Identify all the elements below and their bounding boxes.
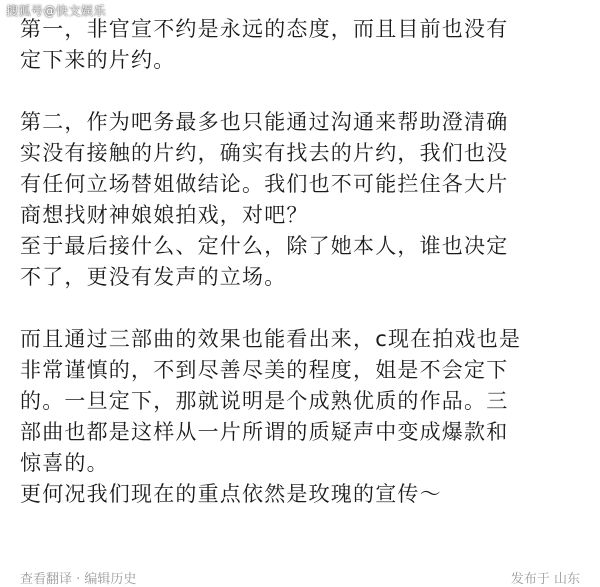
text-line: 而且通过三部曲的效果也能看出来，c现在拍戏也是 bbox=[20, 327, 522, 351]
paragraph-3 bbox=[20, 324, 586, 510]
text-line: 的。一旦定下，那就说明是个成熟优质的作品。三 bbox=[20, 389, 509, 413]
paragraph-gap bbox=[20, 293, 586, 324]
text-line: 惊喜的。 bbox=[20, 451, 109, 475]
text-line: 至于最后接什么、定什么，除了她本人，谁也决定 bbox=[20, 234, 509, 258]
text-line: 非常谨慎的，不到尽善尽美的程度，姐是不会定下 bbox=[20, 358, 509, 382]
watermark-text: 搜狐号@快文娱乐 bbox=[6, 4, 107, 18]
text-line: 第一，非官宣不约是永远的态度，而且目前也没有 bbox=[20, 17, 509, 41]
text-line: 部曲也都是这样从一片所谓的质疑声中变成爆款和 bbox=[20, 420, 509, 444]
text-line: 不了，更没有发声的立场。 bbox=[20, 265, 287, 289]
paragraph-gap bbox=[20, 76, 586, 107]
publish-location: 发布于 山东 bbox=[510, 572, 580, 587]
text-line: 更何况我们现在的重点依然是玫瑰的宣传～ bbox=[20, 482, 442, 506]
text-line: 第二，作为吧务最多也只能通过沟通来帮助澄清确 bbox=[20, 110, 509, 134]
text-line: 定下来的片约。 bbox=[20, 48, 176, 72]
post-footer bbox=[20, 568, 580, 587]
text-line: 实没有接触的片约，确实有找去的片约，我们也没 bbox=[20, 141, 509, 165]
paragraph-2 bbox=[20, 107, 586, 293]
paragraph-1 bbox=[20, 14, 586, 76]
text-line: 商想找财神娘娘拍戏，对吧？ bbox=[20, 203, 309, 227]
text-line: 有任何立场替姐做结论。我们也不可能拦住各大片 bbox=[20, 172, 509, 196]
translate-edit-links[interactable]: 查看翻译 · 编辑历史 bbox=[20, 572, 137, 587]
post-body bbox=[20, 14, 586, 510]
